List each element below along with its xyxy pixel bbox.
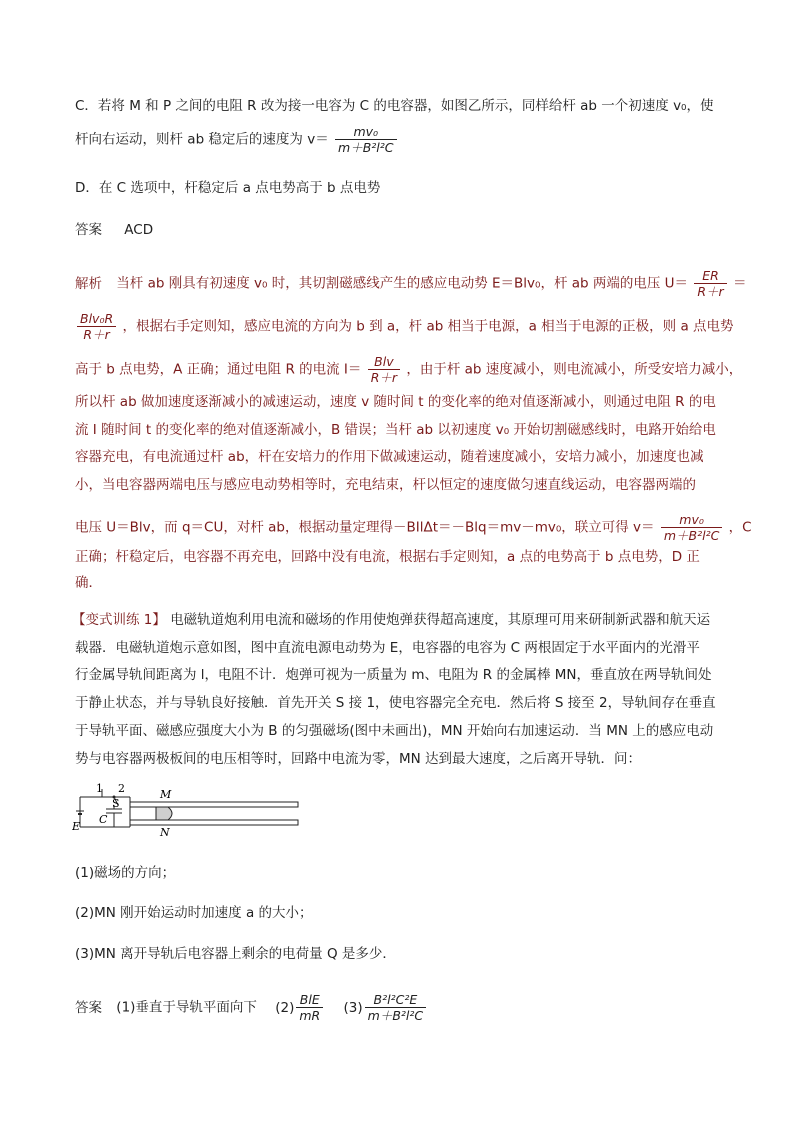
answer-part-1: (1)垂直于导轨平面向下 <box>116 999 257 1016</box>
label-2: 2 <box>118 783 125 795</box>
analysis-line1 <box>75 268 746 299</box>
label-switch-S: S <box>112 797 120 810</box>
analysis-line10: 确． <box>75 575 102 591</box>
analysis-fraction-3 <box>368 354 400 385</box>
lower-rail <box>130 820 298 825</box>
option-d: D．在 C 选项中，杆稳定后 a 点电势高于 b 点电势 <box>75 180 381 196</box>
analysis-line9: 正确；杆稳定后，电容器不再充电，回路中没有电流，根据右手定则知，a 点的电势高于 b 点电势，D 正 <box>75 549 700 565</box>
analysis-text: ＝ <box>732 275 747 292</box>
label-M: M <box>160 788 172 801</box>
fraction-denominator: R＋r <box>83 327 110 342</box>
exercise-line5: 于导轨平面、磁感应强度大小为 B 的匀强磁场(图中未画出)，MN 开始向右加速运动．当 MN 上的感应电动 <box>75 723 714 739</box>
fraction-numerator: mv₀ <box>335 124 396 140</box>
analysis-text: ，由于杆 ab 速度减小，则电流减小，所受安培力减小， <box>406 361 743 378</box>
exercise-line1 <box>72 610 710 630</box>
analysis-text: 电压 U＝Blv，而 q＝CU，对杆 ab，根据动量定理得－BIlΔt＝－Blq＝mv－mv₀，联立可得 v＝ <box>75 519 655 536</box>
option-c-fraction <box>335 124 396 155</box>
analysis-text: ，根据右手定则知，感应电流的方向为 b 到 a，杆 ab 相当于电源，a 相当于电源的正极，则 a 点电势 <box>122 318 734 335</box>
fraction-denominator: mR <box>299 1008 321 1023</box>
analysis-fraction-4 <box>661 512 722 543</box>
question-1: (1)磁场的方向； <box>75 865 176 881</box>
analysis-fraction-2 <box>77 311 116 342</box>
fraction-denominator: m＋B²l²C <box>663 528 720 543</box>
label-capacitor-C: C <box>99 813 108 826</box>
analysis-line6: 容器充电，有电流通过杆 ab，杆在安培力的作用下做减速运动，随着速度减小，安培力减小，加速度也减 <box>75 449 704 465</box>
answer-label: 答案 <box>75 999 102 1016</box>
analysis-text: 高于 b 点电势，A 正确；通过电阻 R 的电流 I＝ <box>75 361 362 378</box>
label-1: 1 <box>96 783 103 795</box>
answer-1 <box>75 220 153 240</box>
railgun-circuit-diagram <box>72 783 304 841</box>
fraction-numerator: BlE <box>296 992 323 1008</box>
analysis-line4: 所以杆 ab 做加速度逐渐减小的减速运动，速度 v 随时间 t 的变化率的绝对值逐渐减小，则通过电阻 R 的电 <box>75 394 716 410</box>
analysis-label: 解析 <box>75 275 102 292</box>
analysis-text: ，C <box>728 519 752 536</box>
exercise-text: 电磁轨道炮利用电流和磁场的作用使炮弹获得超高速度，其原理可用来研制新武器和航天运 <box>170 612 711 628</box>
fraction-denominator: m＋B²l²C <box>367 1008 424 1023</box>
question-2: (2)MN 刚开始运动时加速度 a 的大小； <box>75 905 313 921</box>
option-c-prefix: 杆向右运动，则杆 ab 稳定后的速度为 v＝ <box>75 131 329 148</box>
answer-label: 答案 <box>75 222 102 238</box>
upper-rail <box>130 802 298 807</box>
exercise-line2: 载器．电磁轨道炮示意如图，图中直流电源电动势为 E，电容器的电容为 C 两根固定于水平面内的光滑平 <box>75 640 700 656</box>
fraction-numerator: Blv₀R <box>77 311 116 327</box>
answer-part-2-prefix: (2) <box>275 999 295 1016</box>
label-emf-E: E <box>72 820 81 833</box>
question-3: (3)MN 离开导轨后电容器上剩余的电荷量 Q 是多少． <box>75 946 396 962</box>
fraction-numerator: mv₀ <box>661 512 722 528</box>
exercise-line6: 势与电容器两极板间的电压相等时，回路中电流为零，MN 达到最大速度，之后离开导轨．问： <box>75 751 642 767</box>
fraction-numerator: Blv <box>368 354 400 370</box>
analysis-line7: 小，当电容器两端电压与感应电动势相等时，充电结束，杆以恒定的速度做匀速直线运动，电容器两端的 <box>75 477 696 493</box>
exercise-line4: 于静止状态，并与导轨良好接触．首先开关 S 接 1，使电容器完全充电．然后将 S 接至 2，导轨间存在垂直 <box>75 695 716 711</box>
answer-2 <box>75 992 428 1023</box>
analysis-line2 <box>75 311 734 342</box>
exercise-label: 【变式训练 1】 <box>72 612 166 628</box>
answer-value: ACD <box>124 222 154 238</box>
answer-part-3-prefix: (3) <box>343 999 363 1016</box>
analysis-line3 <box>75 354 742 385</box>
option-c-line1: C．若将 M 和 P 之间的电阻 R 改为接一电容为 C 的电容器，如图乙所示，同样给杆 ab 一个初速度 v₀，使 <box>75 98 714 114</box>
answer-part-2-fraction <box>296 992 323 1023</box>
fraction-denominator: R＋r <box>697 284 724 299</box>
fraction-denominator: R＋r <box>370 370 398 385</box>
fraction-numerator: ER <box>694 268 726 284</box>
fraction-numerator: B²l²C²E <box>365 992 426 1008</box>
analysis-text: 当杆 ab 刚具有初速度 v₀ 时，其切割磁感线产生的感应电动势 E＝Blv₀，杆 ab 两端的电压 U＝ <box>116 275 689 292</box>
analysis-line5: 流 I 随时间 t 的变化率的绝对值逐渐减小，B 错误；当杆 ab 以初速度 v₀ 开始切割磁感线时，电路开始给电 <box>75 422 716 438</box>
fraction-denominator: m＋B²l²C <box>338 140 394 155</box>
analysis-line8 <box>75 512 752 543</box>
option-c-line2 <box>75 124 399 155</box>
analysis-fraction-1 <box>694 268 726 299</box>
projectile-MN <box>156 807 172 820</box>
label-N: N <box>160 826 170 839</box>
exercise-line3: 行金属导轨间距离为 l，电阻不计．炮弹可视为一质量为 m、电阻为 R 的金属棒 MN，垂直放在两导轨间处 <box>75 667 712 683</box>
answer-part-3-fraction <box>365 992 426 1023</box>
